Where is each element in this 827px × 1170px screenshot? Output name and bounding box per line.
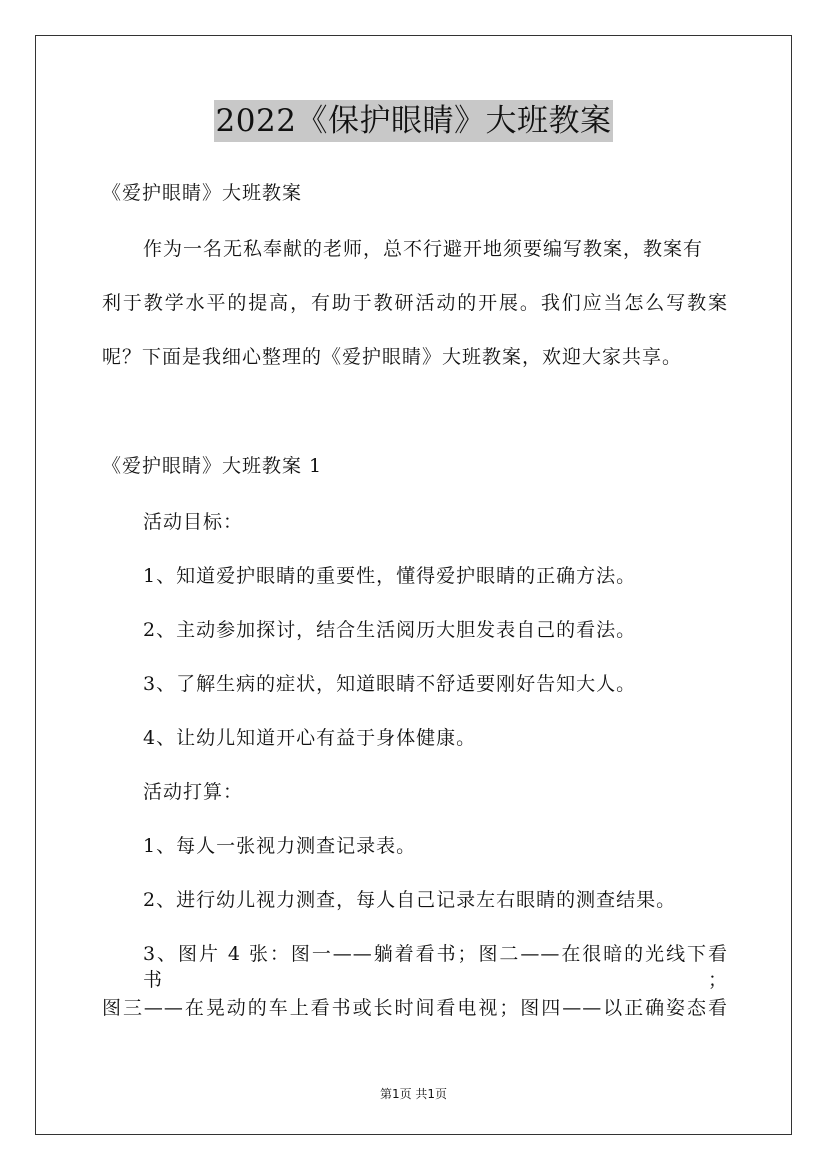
list-item: 1、知道爱护眼睛的重要性，懂得爱护眼睛的正确方法。 <box>143 565 637 587</box>
subheading: 活动目标： <box>143 511 244 533</box>
list-item: 1、每人一张视力测查记录表。 <box>143 835 417 857</box>
paragraph-line: 作为一名无私奉献的老师，总不行避开地须要编写教案，教案有 <box>143 238 704 260</box>
section-heading: 《爱护眼睛》大班教案 <box>102 182 303 204</box>
subheading: 活动打算： <box>143 781 244 803</box>
title-container <box>0 100 827 142</box>
list-item: 2、主动参加探讨，结合生活阅历大胆发表自己的看法。 <box>143 619 637 641</box>
paragraph-line: 利于教学水平的提高，有助于教研活动的开展。我们应当怎么写教案 <box>102 292 728 314</box>
section-heading: 《爱护眼睛》大班教案 1 <box>102 455 323 477</box>
document-title: 2022《保护眼睛》大班教案 <box>214 100 614 142</box>
list-item: 2、进行幼儿视力测查，每人自己记录左右眼睛的测查结果。 <box>143 889 677 911</box>
list-item: 4、让幼儿知道开心有益于身体健康。 <box>143 727 477 749</box>
list-item: 图三——在晃动的车上看书或长时间看电视；图四——以正确姿态看 <box>102 997 728 1019</box>
list-item: 3、图片 4 张：图一——躺着看书；图二——在很暗的光线下看书； <box>143 943 728 991</box>
list-item: 3、了解生病的症状，知道眼睛不舒适要刚好告知大人。 <box>143 673 637 695</box>
page-footer: 第1页 共1页 <box>379 1087 448 1101</box>
paragraph-line: 呢？下面是我细心整理的《爱护眼睛》大班教案，欢迎大家共享。 <box>102 346 683 368</box>
